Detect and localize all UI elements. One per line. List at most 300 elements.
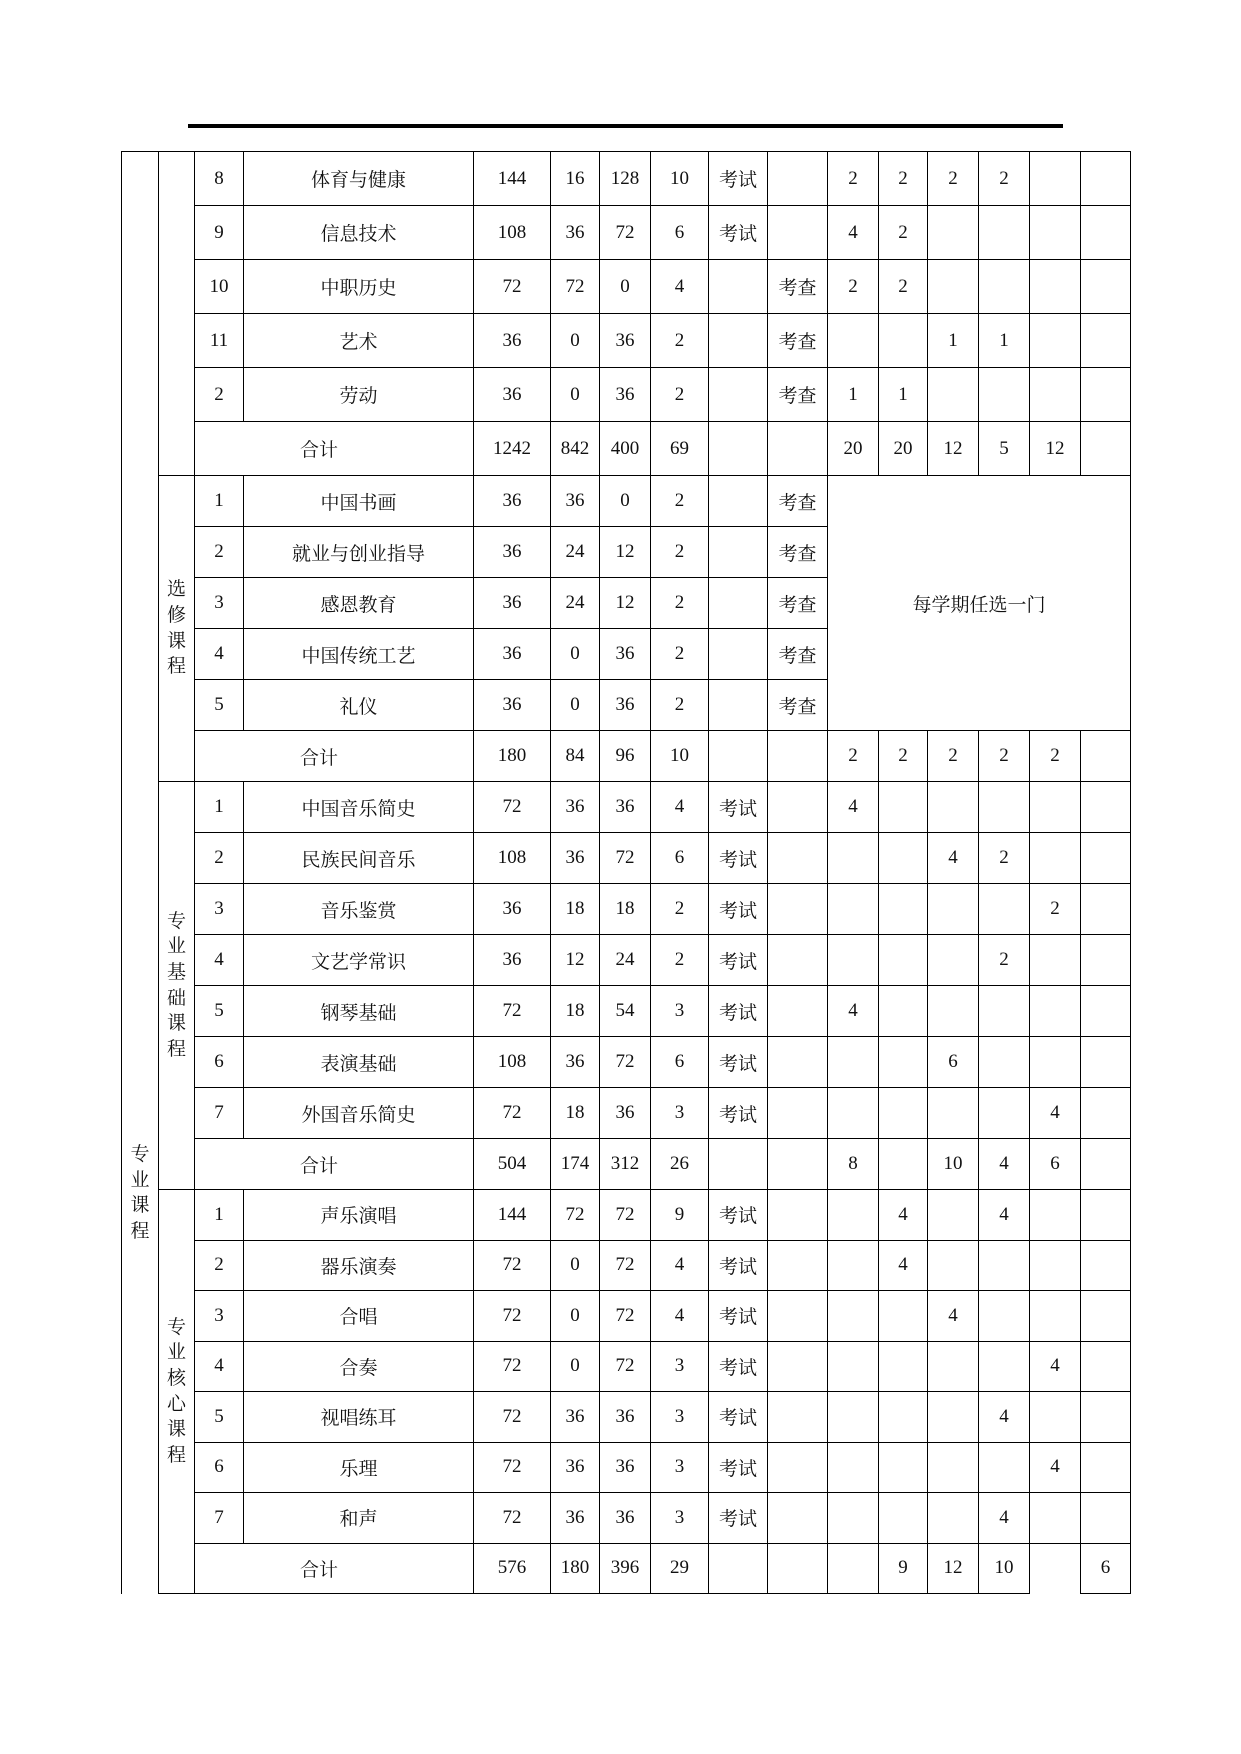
semester-hours (1030, 833, 1081, 884)
semester-hours (828, 1543, 879, 1594)
course-practice: 12 (600, 578, 651, 629)
course-practice: 72 (600, 1240, 651, 1291)
semester-hours (1030, 368, 1081, 422)
semester-hours: 4 (828, 206, 879, 260)
check-type (768, 986, 828, 1037)
course-total: 72 (474, 1341, 551, 1392)
exam-type: 考试 (709, 884, 768, 935)
course-number: 4 (195, 1341, 244, 1392)
course-number: 10 (195, 260, 244, 314)
semester-hours: 4 (1030, 1341, 1081, 1392)
exam-type: 考试 (709, 986, 768, 1037)
semester-hours (979, 1341, 1030, 1392)
course-practice: 36 (600, 1088, 651, 1139)
semester-hours (1081, 1341, 1131, 1392)
course-total: 36 (474, 578, 551, 629)
semester-hours: 4 (828, 986, 879, 1037)
exam-type (709, 1543, 768, 1594)
course-practice: 72 (600, 1291, 651, 1342)
semester-hours (979, 368, 1030, 422)
check-type (768, 1291, 828, 1342)
exam-type: 考试 (709, 1240, 768, 1291)
check-type (768, 884, 828, 935)
exam-type: 考试 (709, 1037, 768, 1088)
course-name: 器乐演奏 (244, 1240, 474, 1291)
table-row (122, 833, 1131, 884)
semester-hours (979, 1037, 1030, 1088)
course-credit: 2 (651, 884, 709, 935)
course-credit: 4 (651, 260, 709, 314)
course-total: 72 (474, 260, 551, 314)
semester-hours (1081, 1392, 1131, 1443)
semester-hours: 4 (879, 1240, 928, 1291)
semester-hours: 4 (979, 1139, 1030, 1190)
semester-hours (1081, 731, 1131, 782)
course-number: 6 (195, 1037, 244, 1088)
table-row (122, 1088, 1131, 1139)
subtotal-row (122, 1543, 1131, 1594)
check-type (768, 1341, 828, 1392)
course-credit: 2 (651, 578, 709, 629)
subtotal-credit: 26 (651, 1139, 709, 1190)
semester-hours (828, 1037, 879, 1088)
semester-hours (1081, 206, 1131, 260)
semester-hours (1081, 1493, 1131, 1544)
semester-hours: 4 (979, 1190, 1030, 1241)
course-theory: 18 (551, 884, 600, 935)
course-theory: 0 (551, 1240, 600, 1291)
course-credit: 4 (651, 1240, 709, 1291)
check-type: 考查 (768, 476, 828, 527)
course-total: 72 (474, 986, 551, 1037)
semester-hours: 2 (879, 260, 928, 314)
semester-hours (1081, 1442, 1131, 1493)
course-theory: 36 (551, 1442, 600, 1493)
semester-hours (828, 1291, 879, 1342)
course-name: 表演基础 (244, 1037, 474, 1088)
course-theory: 72 (551, 1190, 600, 1241)
course-practice: 128 (600, 152, 651, 206)
check-type (768, 152, 828, 206)
course-number: 3 (195, 1291, 244, 1342)
table-row (122, 152, 1131, 206)
semester-hours (928, 1190, 979, 1241)
course-total: 36 (474, 629, 551, 680)
course-practice: 0 (600, 476, 651, 527)
table-row (122, 314, 1131, 368)
course-total: 144 (474, 152, 551, 206)
outer-category-label: 专业课程 (130, 1144, 150, 1242)
subtotal-total: 1242 (474, 422, 551, 476)
semester-hours: 2 (879, 152, 928, 206)
subtotal-label: 合计 (195, 1543, 474, 1594)
course-practice: 0 (600, 260, 651, 314)
subtotal-label: 合计 (195, 731, 474, 782)
table-row (122, 884, 1131, 935)
table-row (122, 1190, 1131, 1241)
course-number: 9 (195, 206, 244, 260)
course-practice: 36 (600, 629, 651, 680)
course-name: 视唱练耳 (244, 1392, 474, 1443)
exam-type: 考试 (709, 1291, 768, 1342)
semester-hours (979, 1088, 1030, 1139)
course-number: 5 (195, 680, 244, 731)
course-number: 4 (195, 629, 244, 680)
course-credit: 4 (651, 1291, 709, 1342)
semester-hours (1081, 1190, 1131, 1241)
semester-hours (1030, 986, 1081, 1037)
subtotal-practice: 312 (600, 1139, 651, 1190)
table-row (122, 1442, 1131, 1493)
subtotal-total: 180 (474, 731, 551, 782)
course-credit: 2 (651, 476, 709, 527)
course-number: 1 (195, 1190, 244, 1241)
semester-hours (879, 1088, 928, 1139)
semester-hours (928, 935, 979, 986)
subtotal-credit: 69 (651, 422, 709, 476)
course-credit: 9 (651, 1190, 709, 1241)
course-number: 2 (195, 833, 244, 884)
course-total: 108 (474, 833, 551, 884)
semester-hours (879, 935, 928, 986)
course-name: 民族民间音乐 (244, 833, 474, 884)
outer-category-cell (122, 152, 159, 1594)
semester-hours (1030, 1543, 1081, 1594)
course-number: 3 (195, 884, 244, 935)
category-label: 选修课程 (167, 579, 187, 678)
semester-hours (979, 986, 1030, 1037)
course-number: 7 (195, 1088, 244, 1139)
semester-hours: 4 (979, 1493, 1030, 1544)
semester-hours (928, 368, 979, 422)
subtotal-practice: 400 (600, 422, 651, 476)
semester-hours (1081, 1037, 1131, 1088)
course-name: 艺术 (244, 314, 474, 368)
category-cell (159, 152, 195, 476)
semester-hours (879, 1291, 928, 1342)
semester-hours (928, 986, 979, 1037)
subtotal-practice: 396 (600, 1543, 651, 1594)
course-name: 合唱 (244, 1291, 474, 1342)
course-practice: 36 (600, 1493, 651, 1544)
check-type (768, 1392, 828, 1443)
course-total: 36 (474, 368, 551, 422)
course-practice: 72 (600, 1190, 651, 1241)
subtotal-total: 576 (474, 1543, 551, 1594)
subtotal-total: 504 (474, 1139, 551, 1190)
semester-hours (928, 1240, 979, 1291)
check-type: 考查 (768, 578, 828, 629)
course-total: 36 (474, 476, 551, 527)
semester-hours (928, 1088, 979, 1139)
table-row (122, 206, 1131, 260)
semester-hours: 10 (979, 1543, 1030, 1594)
course-theory: 0 (551, 368, 600, 422)
elective-note: 每学期任选一门 (828, 476, 1131, 731)
course-theory: 36 (551, 782, 600, 833)
course-name: 和声 (244, 1493, 474, 1544)
exam-type (709, 629, 768, 680)
semester-hours (828, 884, 879, 935)
course-theory: 18 (551, 986, 600, 1037)
semester-hours: 2 (879, 731, 928, 782)
semester-hours (828, 314, 879, 368)
exam-type: 考试 (709, 1442, 768, 1493)
course-practice: 36 (600, 1392, 651, 1443)
check-type: 考查 (768, 527, 828, 578)
semester-hours (828, 833, 879, 884)
course-total: 36 (474, 527, 551, 578)
course-practice: 12 (600, 527, 651, 578)
course-practice: 72 (600, 1341, 651, 1392)
category-label: 专业核心课程 (167, 1316, 187, 1466)
table-row (122, 476, 1131, 527)
course-name: 信息技术 (244, 206, 474, 260)
semester-hours: 4 (828, 782, 879, 833)
semester-hours (1081, 368, 1131, 422)
exam-type: 考试 (709, 1493, 768, 1544)
semester-hours (928, 1392, 979, 1443)
course-number: 5 (195, 1392, 244, 1443)
course-credit: 2 (651, 629, 709, 680)
course-name: 合奏 (244, 1341, 474, 1392)
course-number: 7 (195, 1493, 244, 1544)
category-cell (159, 782, 195, 1190)
course-number: 1 (195, 782, 244, 833)
semester-hours (1030, 1240, 1081, 1291)
exam-type (709, 476, 768, 527)
semester-hours (1030, 935, 1081, 986)
course-credit: 2 (651, 935, 709, 986)
semester-hours: 1 (928, 314, 979, 368)
semester-hours (1030, 206, 1081, 260)
course-credit: 2 (651, 680, 709, 731)
semester-hours: 20 (828, 422, 879, 476)
semester-hours (1081, 1088, 1131, 1139)
semester-hours (928, 782, 979, 833)
subtotal-row (122, 422, 1131, 476)
course-practice: 24 (600, 935, 651, 986)
semester-hours (979, 260, 1030, 314)
table-row (122, 260, 1131, 314)
subtotal-label: 合计 (195, 422, 474, 476)
semester-hours (1081, 935, 1131, 986)
subtotal-theory: 180 (551, 1543, 600, 1594)
course-theory: 36 (551, 1037, 600, 1088)
course-practice: 72 (600, 1037, 651, 1088)
course-name: 文艺学常识 (244, 935, 474, 986)
semester-hours (879, 314, 928, 368)
subtotal-theory: 84 (551, 731, 600, 782)
course-total: 72 (474, 1493, 551, 1544)
semester-hours (879, 1442, 928, 1493)
curriculum-table (121, 151, 1131, 1594)
semester-hours: 2 (979, 935, 1030, 986)
course-theory: 72 (551, 260, 600, 314)
table-row (122, 935, 1131, 986)
table-row (122, 1493, 1131, 1544)
semester-hours (879, 1493, 928, 1544)
exam-type (709, 260, 768, 314)
course-practice: 36 (600, 314, 651, 368)
course-theory: 36 (551, 206, 600, 260)
course-total: 72 (474, 1088, 551, 1139)
semester-hours (879, 1139, 928, 1190)
course-theory: 36 (551, 1493, 600, 1544)
course-theory: 0 (551, 680, 600, 731)
check-type (768, 1190, 828, 1241)
exam-type: 考试 (709, 152, 768, 206)
course-credit: 3 (651, 1442, 709, 1493)
check-type: 考查 (768, 680, 828, 731)
course-total: 36 (474, 680, 551, 731)
course-theory: 18 (551, 1088, 600, 1139)
semester-hours (979, 884, 1030, 935)
semester-hours (1081, 152, 1131, 206)
course-credit: 6 (651, 206, 709, 260)
course-total: 36 (474, 884, 551, 935)
semester-hours (928, 884, 979, 935)
course-credit: 3 (651, 1088, 709, 1139)
course-theory: 24 (551, 578, 600, 629)
semester-hours (928, 1442, 979, 1493)
course-credit: 2 (651, 527, 709, 578)
semester-hours (979, 1442, 1030, 1493)
check-type (768, 782, 828, 833)
course-name: 中职历史 (244, 260, 474, 314)
check-type (768, 206, 828, 260)
course-total: 72 (474, 782, 551, 833)
check-type (768, 1088, 828, 1139)
exam-type (709, 731, 768, 782)
semester-hours: 8 (828, 1139, 879, 1190)
exam-type: 考试 (709, 782, 768, 833)
course-number: 2 (195, 527, 244, 578)
check-type (768, 1037, 828, 1088)
check-type: 考查 (768, 629, 828, 680)
semester-hours (879, 1037, 928, 1088)
check-type: 考查 (768, 260, 828, 314)
semester-hours (979, 782, 1030, 833)
header-rule (188, 124, 1063, 128)
semester-hours (1081, 260, 1131, 314)
course-theory: 0 (551, 1341, 600, 1392)
exam-type (709, 680, 768, 731)
course-name: 中国书画 (244, 476, 474, 527)
semester-hours: 6 (1030, 1139, 1081, 1190)
semester-hours: 6 (1081, 1543, 1131, 1594)
semester-hours: 20 (879, 422, 928, 476)
course-practice: 18 (600, 884, 651, 935)
subtotal-practice: 96 (600, 731, 651, 782)
subtotal-theory: 174 (551, 1139, 600, 1190)
semester-hours: 4 (879, 1190, 928, 1241)
semester-hours (828, 1240, 879, 1291)
course-name: 体育与健康 (244, 152, 474, 206)
semester-hours (1030, 1493, 1081, 1544)
check-type (768, 1240, 828, 1291)
semester-hours (928, 1341, 979, 1392)
semester-hours: 10 (928, 1139, 979, 1190)
semester-hours (1030, 260, 1081, 314)
semester-hours: 2 (1030, 731, 1081, 782)
course-practice: 36 (600, 680, 651, 731)
semester-hours: 4 (928, 833, 979, 884)
semester-hours (1081, 884, 1131, 935)
course-theory: 0 (551, 314, 600, 368)
semester-hours (1081, 422, 1131, 476)
check-type: 考查 (768, 368, 828, 422)
semester-hours: 2 (928, 152, 979, 206)
semester-hours (879, 884, 928, 935)
semester-hours: 2 (928, 731, 979, 782)
table-row (122, 1240, 1131, 1291)
course-total: 108 (474, 1037, 551, 1088)
semester-hours (828, 1493, 879, 1544)
course-credit: 6 (651, 833, 709, 884)
course-credit: 3 (651, 986, 709, 1037)
course-theory: 0 (551, 629, 600, 680)
exam-type (709, 314, 768, 368)
semester-hours: 1 (828, 368, 879, 422)
course-number: 11 (195, 314, 244, 368)
semester-hours (1030, 782, 1081, 833)
semester-hours (928, 260, 979, 314)
check-type: 考查 (768, 314, 828, 368)
course-number: 5 (195, 986, 244, 1037)
check-type (768, 1139, 828, 1190)
course-number: 1 (195, 476, 244, 527)
semester-hours (1030, 152, 1081, 206)
course-theory: 36 (551, 833, 600, 884)
category-cell (159, 476, 195, 782)
semester-hours (828, 1442, 879, 1493)
semester-hours: 4 (1030, 1088, 1081, 1139)
course-credit: 6 (651, 1037, 709, 1088)
semester-hours (879, 1341, 928, 1392)
semester-hours: 2 (1030, 884, 1081, 935)
semester-hours: 12 (1030, 422, 1081, 476)
course-name: 钢琴基础 (244, 986, 474, 1037)
check-type (768, 731, 828, 782)
check-type (768, 935, 828, 986)
exam-type: 考试 (709, 1190, 768, 1241)
course-credit: 10 (651, 152, 709, 206)
course-credit: 3 (651, 1392, 709, 1443)
exam-type: 考试 (709, 833, 768, 884)
semester-hours (828, 1341, 879, 1392)
course-theory: 24 (551, 527, 600, 578)
semester-hours (979, 1240, 1030, 1291)
course-credit: 4 (651, 782, 709, 833)
exam-type (709, 578, 768, 629)
course-number: 8 (195, 152, 244, 206)
check-type (768, 1543, 828, 1594)
course-name: 中国传统工艺 (244, 629, 474, 680)
semester-hours: 6 (928, 1037, 979, 1088)
table-row (122, 368, 1131, 422)
course-credit: 3 (651, 1493, 709, 1544)
course-name: 感恩教育 (244, 578, 474, 629)
semester-hours (1030, 1392, 1081, 1443)
subtotal-row (122, 1139, 1131, 1190)
semester-hours: 9 (879, 1543, 928, 1594)
semester-hours: 4 (1030, 1442, 1081, 1493)
semester-hours (879, 833, 928, 884)
course-theory: 0 (551, 1291, 600, 1342)
semester-hours: 12 (928, 1543, 979, 1594)
exam-type: 考试 (709, 206, 768, 260)
